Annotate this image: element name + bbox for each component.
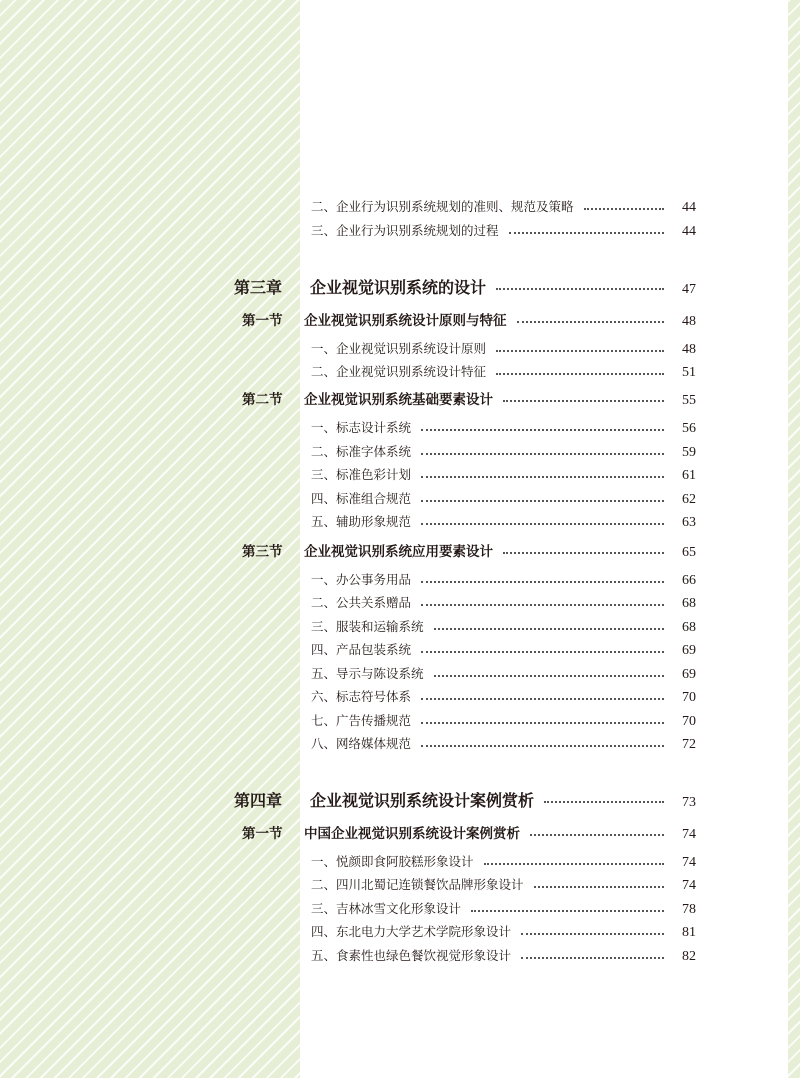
toc-section[interactable] [242,540,696,561]
toc-item-title: 六、标志符号体系 [311,689,412,704]
toc-section[interactable] [242,309,696,330]
dot-leader [496,372,664,375]
section-label: 第一节 [242,313,283,329]
dot-leader [509,231,664,234]
dot-leader [421,721,664,724]
toc-item-title: 四、产品包装系统 [311,642,412,657]
toc-item-title: 三、吉林冰雪文化形象设计 [311,901,462,916]
section-title: 企业视觉识别系统设计原则与特征 [304,313,507,329]
dot-leader [521,956,664,959]
toc-page-number: 66 [682,573,696,588]
dot-leader [530,833,664,836]
toc-page-number: 81 [682,925,696,940]
toc-item-title: 二、四川北蜀记连锁餐饮品牌形象设计 [311,877,524,892]
toc-page-number: 65 [682,545,696,560]
toc-item[interactable] [311,711,696,730]
dot-leader [421,650,664,653]
section-label: 第三节 [242,544,283,560]
toc-item-title: 一、企业视觉识别系统设计原则 [311,341,487,356]
dot-leader [544,800,664,803]
toc-item-title: 二、企业行为识别系统规划的准则、规范及策略 [311,199,574,214]
toc-item[interactable] [311,617,696,636]
toc-item-title: 三、标准色彩计划 [311,467,412,482]
dot-leader [534,885,664,888]
toc-page-number: 70 [682,690,696,705]
toc-page-number: 47 [682,282,696,297]
toc-item[interactable] [311,442,696,461]
dot-leader [421,697,664,700]
toc-page-number: 51 [682,365,696,380]
toc-item-title: 五、辅助形象规范 [311,514,412,529]
toc-item[interactable] [311,418,696,437]
toc-item[interactable] [311,362,696,381]
toc-item[interactable] [311,875,696,894]
toc-page-number: 68 [682,620,696,635]
toc-item[interactable] [311,197,696,216]
toc-item-title: 一、悦颜即食阿胶糕形象设计 [311,854,474,869]
toc-item[interactable] [311,570,696,589]
toc-section[interactable] [242,388,696,409]
dot-leader [521,932,664,935]
toc-item[interactable] [311,512,696,531]
toc-page-number: 74 [682,878,696,893]
section-title: 企业视觉识别系统基础要素设计 [304,392,493,408]
section-title: 企业视觉识别系统应用要素设计 [304,544,493,560]
dot-leader [421,603,664,606]
chapter-label: 第三章 [234,278,283,297]
toc-item-title: 二、标准字体系统 [311,444,412,459]
toc-item[interactable] [311,339,696,358]
section-title: 中国企业视觉识别系统设计案例赏析 [304,826,520,842]
toc-item-title: 一、办公事务用品 [311,572,412,587]
dot-leader [421,499,664,502]
toc-item[interactable] [311,489,696,508]
toc-item-title: 七、广告传播规范 [311,713,412,728]
toc-item[interactable] [311,664,696,683]
toc-page-number: 69 [682,643,696,658]
toc-item-title: 二、企业视觉识别系统设计特征 [311,364,487,379]
toc-page-number: 56 [682,421,696,436]
toc-item[interactable] [311,221,696,240]
toc-item[interactable] [311,593,696,612]
toc-item[interactable] [311,465,696,484]
toc-section[interactable] [242,822,696,843]
dot-leader [434,627,664,630]
toc-page-number: 44 [682,224,696,239]
toc-page-number: 61 [682,468,696,483]
chapter-title: 企业视觉识别系统的设计 [310,278,487,297]
dot-leader [496,349,664,352]
dot-leader [421,580,664,583]
dot-leader [503,399,664,402]
dot-leader [503,551,664,554]
toc-page-number: 70 [682,714,696,729]
dot-leader [421,744,664,747]
toc-item[interactable] [311,687,696,706]
toc-item-title: 四、标准组合规范 [311,491,412,506]
dot-leader [584,207,664,210]
decorative-side-panel-right [788,0,800,1078]
toc-item[interactable] [311,640,696,659]
toc-item-title: 三、企业行为识别系统规划的过程 [311,223,499,238]
dot-leader [421,428,664,431]
toc-page-number: 72 [682,737,696,752]
dot-leader [421,452,664,455]
dot-leader [421,475,664,478]
chapter-title: 企业视觉识别系统设计案例赏析 [310,791,535,810]
toc-item-title: 四、东北电力大学艺术学院形象设计 [311,924,512,939]
toc-page-number: 78 [682,902,696,917]
toc-page-number: 68 [682,596,696,611]
section-label: 第一节 [242,826,283,842]
toc-item[interactable] [311,899,696,918]
toc-item-title: 八、网络媒体规范 [311,736,412,751]
dot-leader [496,287,664,290]
toc-page-number: 44 [682,200,696,215]
dot-leader [484,862,664,865]
dot-leader [471,909,664,912]
decorative-side-panel-left [0,0,300,1078]
toc-item-title: 五、导示与陈设系统 [311,666,424,681]
toc-page-number: 63 [682,515,696,530]
section-label: 第二节 [242,392,283,408]
toc-page-number: 48 [682,314,696,329]
toc-item-title: 一、标志设计系统 [311,420,412,435]
toc-page-number: 82 [682,949,696,964]
toc-item-title: 二、公共关系赠品 [311,595,412,610]
toc-item[interactable] [311,946,696,965]
toc-item-title: 五、食素性也绿色餐饮视觉形象设计 [311,948,512,963]
toc-page-number: 62 [682,492,696,507]
toc-page-number: 73 [682,795,696,810]
dot-leader [421,522,664,525]
dot-leader [517,320,665,323]
toc-page-number: 48 [682,342,696,357]
toc-item[interactable] [311,734,696,753]
toc-item-title: 三、服装和运输系统 [311,619,424,634]
chapter-label: 第四章 [234,791,283,810]
toc-item[interactable] [311,852,696,871]
toc-chapter-4[interactable] [234,788,696,811]
toc-chapter-3[interactable] [234,275,696,298]
toc-page-number: 59 [682,445,696,460]
toc-page-number: 74 [682,855,696,870]
toc-item[interactable] [311,922,696,941]
dot-leader [434,674,664,677]
toc-page-number: 55 [682,393,696,408]
toc-page-number: 69 [682,667,696,682]
toc-page-number: 74 [682,827,696,842]
